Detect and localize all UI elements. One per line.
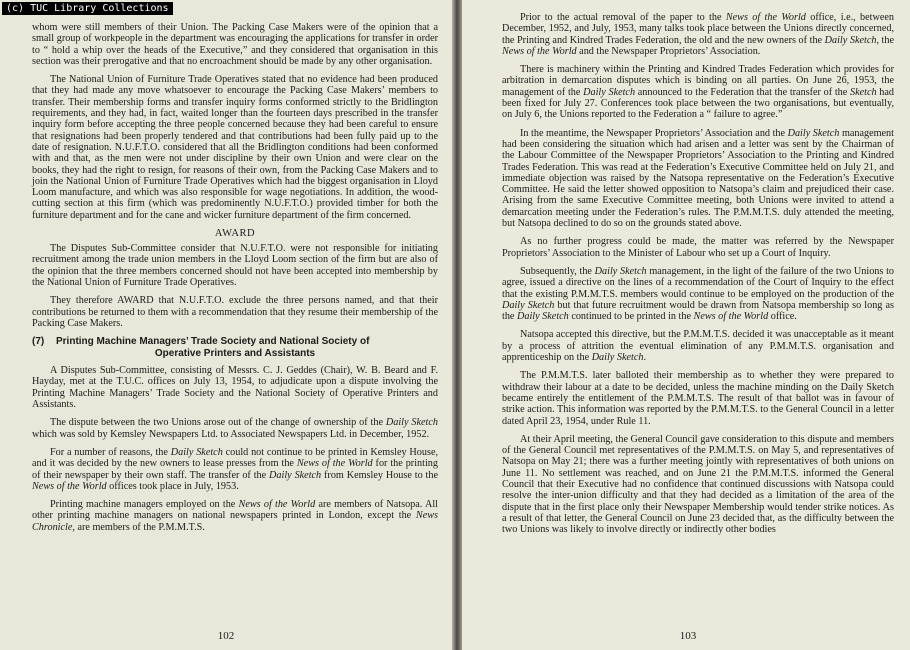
paragraph: At their April meeting, the General Council gave consideration to this dispute and members of the General Council met representatives of the P.M.M.T.S. on May 5, and representatives of Natsopa on May 21; there was a further meeting jointly with representatives of both unions on June 11. No settlement was reached, and on June 21 the P.M.M.T.S. informed the General Council that their Executive had no confidence that continued discussions with Natsopa could resolve the inter-union difficulty and that they had decided as a limitation of the area of the dispute that in the first place only their Newspaper Membership would tender strike notices. As a result of that letter, the General Council on June 23 decided that, as the difficulty between the two Unions was likely to involve directly or indirectly other bodies — [502, 433, 894, 536]
watermark: (c) TUC Library Collections — [2, 2, 173, 15]
paragraph: Subsequently, the Daily Sketch management, in the light of the failure of the two Unions to agree, issued a directive on the lines of a recommendation of the Court of Inquiry to the effect that the existing P.M.M.T.S. members would continue to be employed on the production of the Daily Sketch but that future recruitment would be drawn from Natsopa membership so long as the Daily Sketch continued to be printed in the News of the World office. — [502, 265, 894, 323]
paragraph: Natsopa accepted this directive, but the P.M.M.T.S. decided it was unacceptable as it meant by a process of attrition the eventual elimination of any P.M.M.T.S. organisation and apprenticeship on the Daily Sketch. — [502, 329, 894, 364]
left-page — [0, 0, 452, 650]
page-number: 103 — [679, 630, 697, 642]
paragraph: Prior to the actual removal of the paper to the News of the World office, i.e., between December, 1952, and July, 1953, many talks took place between the Unions directly concerned, the Printing and Kindred Trades Federation, the old and the new owners of the Daily Sketch, the News of the World and the Newspaper Proprietors’ Association. — [502, 12, 895, 57]
paragraph: The P.M.M.T.S. later balloted their membership as to whether they were prepared to withdraw their labour at a date to be decided, unless the machine minding on the Daily Sketch became entirely the entitlement of the P.M.M.T.S. The result of that ballot was in favour of strike action. This information was reported by the P.M.M.T.S. to the General Council in a letter dated April 23, 1954, under Rule 11. — [502, 370, 894, 427]
section-heading — [32, 336, 438, 359]
paragraph: There is machinery within the Printing and Kindred Trades Federation which provides for arbitration in demarcation disputes which is binding on all parties. On June 26, 1953, the management of the Daily Sketch announced to the Federation that the transfer of the Sketch had been fixed for July 27. Conferences took place between the two organisations, but eventually, on July 6, the Unions reported to the Federation a “ failure to agree.” — [502, 64, 895, 121]
paragraph: The Disputes Sub-Committee consider that N.U.F.T.O. were not responsible for initiating recruitment among the trade union members in the Lloyd Loom section of the firm but are also of the opinion that the three members concerned should not have been accepted into membership by the National Union of Furniture Trade Operatives. — [32, 243, 438, 288]
paragraph: The dispute between the two Unions arose out of the change of ownership of the Daily Sketch which was sold by Kemsley Newspapers Ltd. to Associated Newspapers Ltd. in December, 1952. — [32, 417, 438, 440]
book-gutter — [452, 0, 462, 650]
section-title-line2: Operative Printers and Assistants — [154, 347, 316, 359]
paragraph: For a number of reasons, the Daily Sketch could not continue to be printed in Kemsley House, and it was decided by the new owners to lease presses from the News of the World for the printing of their newspaper by their own staff. The transfer of the Daily Sketch from Kemsley House to the News of the World offices took place in July, 1953. — [32, 446, 439, 492]
paragraph: The National Union of Furniture Trade Operatives stated that no evidence had been produced that they had made any move whatsoever to encourage the Packing Case Makers’ members to transfer. Their membership forms and transfer inquiry forms conformed strictly to the Bridlington requirements, and they had, in fact, waited longer than the fourteen days prescribed in the transfer inquiry form before accepting the three people concerned because they had been careful to ensure that resignations had been properly tendered and that contributions had been fully paid up to the date of resignation. N.U.F.T.O. considered that all the Bridlington conditions had been conformed with and that, as the men were not under discipline by their own Union and were clear on the books, they had the right to resign, for reasons of their own, from the Packing Case Makers and to join the National Union of Furniture Trade Operatives which had the biggest organisation in Lloyd Loom manufacture, and which was also responsible for wage negotiations. In addition, the wood-cutting section at this firm (which was predominently N.U.F.T.O.) provided timber for both the furniture department and for the cane and wicker furniture department of the firm concerned. — [32, 74, 438, 221]
paragraph: Printing machine managers employed on the News of the World are members of Natsopa. All other printing machine managers on national newspapers printed in London, except the News Chronicle, are members of the P.M.M.T.S. — [32, 499, 439, 533]
page-number: 102 — [217, 630, 235, 642]
paragraph: A Disputes Sub-Committee, consisting of Messrs. C. J. Geddes (Chair), W. B. Beard and F. Hayday, met at the T.U.C. offices on July 13, 1954, to adjudicate upon a dispute involving the Printing Machine Managers’ Trade Society and the National Society of Operative Printers and Assistants. — [32, 365, 438, 411]
paragraph: In the meantime, the Newspaper Proprietors’ Association and the Daily Sketch management had been considering the situation which had arisen and a letter was sent by the Chairman of the Labour Committee of the Newspaper Proprietors’ Association to the Printing and Kindred Trades Federation. This was read at the Federation’s Executive Committee held on July 21, and immediate objection was raised by the Natsopa representative on the Federation’s Executive Committee. He said the letter showed opposition to Natsopa’s claim and prejudiced their case. Arising from the same Executive Committee meeting, both Unions were invited to attend a demarcation meeting under the Federation’s rules. The P.M.M.T.S. duly attended the meeting, but Natsopa declined to do so on the grounds stated above. — [502, 127, 894, 230]
paragraph: whom were still members of their Union. The Packing Case Makers were of the opinion that a small group of workpeople in the department was encouraging the applications for transfer in order to “ hold a whip over the heads of the Executive,” and they considered that organisation in this section was their prerogative and that no encroachment should be made by any other organisation. — [32, 22, 438, 67]
paragraph: They therefore AWARD that N.U.F.T.O. exclude the three persons named, and that their contributions be returned to them with a recommendation that they resume their membership of the Packing Case Makers. — [32, 295, 438, 329]
section-title-line1: Printing Machine Managers’ Trade Society and National Society of — [56, 336, 370, 348]
paragraph: As no further progress could be made, the matter was referred by the Newspaper Proprietors’ Association to the Minister of Labour who set up a Court of Inquiry. — [502, 236, 894, 259]
section-number: (7) — [32, 336, 45, 348]
award-heading: AWARD — [214, 228, 256, 240]
right-page — [462, 0, 910, 650]
